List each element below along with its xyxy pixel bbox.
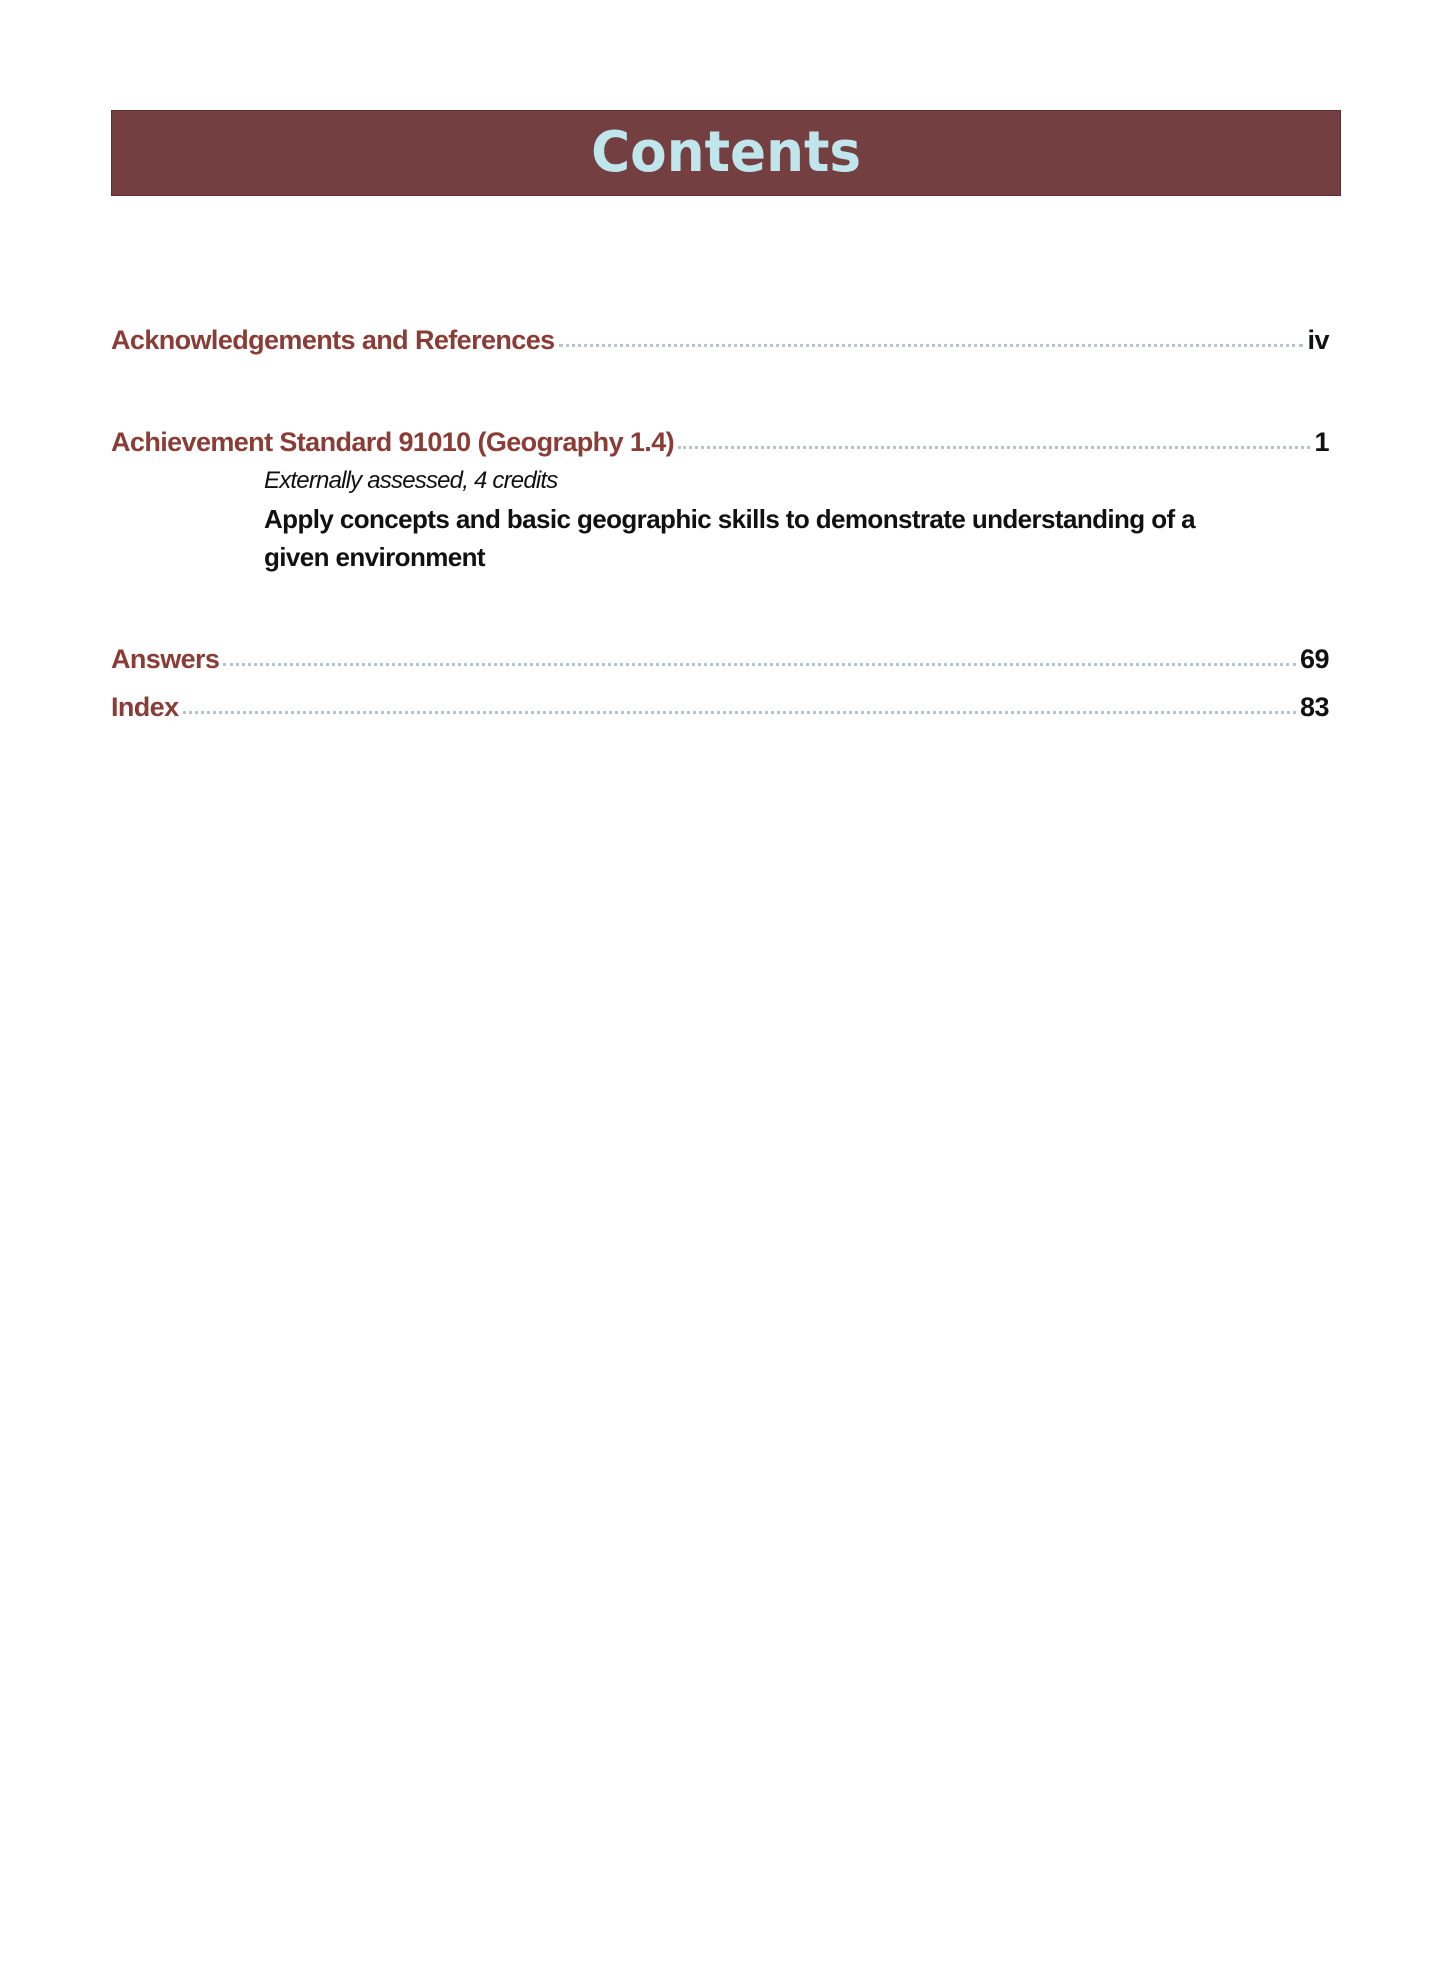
toc-entry-page-number: 83 (1299, 692, 1329, 722)
dot-leader (678, 446, 1310, 449)
standard-description: Apply concepts and basic geographic skills to demonstrate understanding of a given environment (264, 504, 1196, 572)
toc-entry-page-number: 69 (1299, 644, 1329, 674)
toc-entry-index[interactable] (111, 691, 1329, 723)
dot-leader (559, 344, 1304, 347)
toc-entry-achievement-standard[interactable] (111, 426, 1329, 458)
page-title: Contents (591, 120, 861, 185)
contents-page (111, 110, 1341, 722)
toc-entry-acknowledgements[interactable] (111, 324, 1329, 356)
contents-title-bar (111, 110, 1341, 196)
achievement-standard-details (264, 466, 1264, 576)
dot-leader (183, 711, 1296, 714)
assessment-info: Externally assessed, 4 credits (264, 467, 558, 494)
toc-entry-page-number: iv (1307, 325, 1329, 355)
toc-entry-label[interactable]: Acknowledgements and References (111, 325, 555, 355)
toc-entry-label[interactable]: Index (111, 692, 179, 722)
toc-entry-page-number: 1 (1314, 427, 1329, 457)
toc-entry-label[interactable]: Achievement Standard 91010 (Geography 1.4) (111, 427, 675, 457)
toc-entry-label[interactable]: Answers (111, 644, 220, 674)
dot-leader (223, 663, 1296, 666)
toc-entry-answers[interactable] (111, 643, 1329, 675)
